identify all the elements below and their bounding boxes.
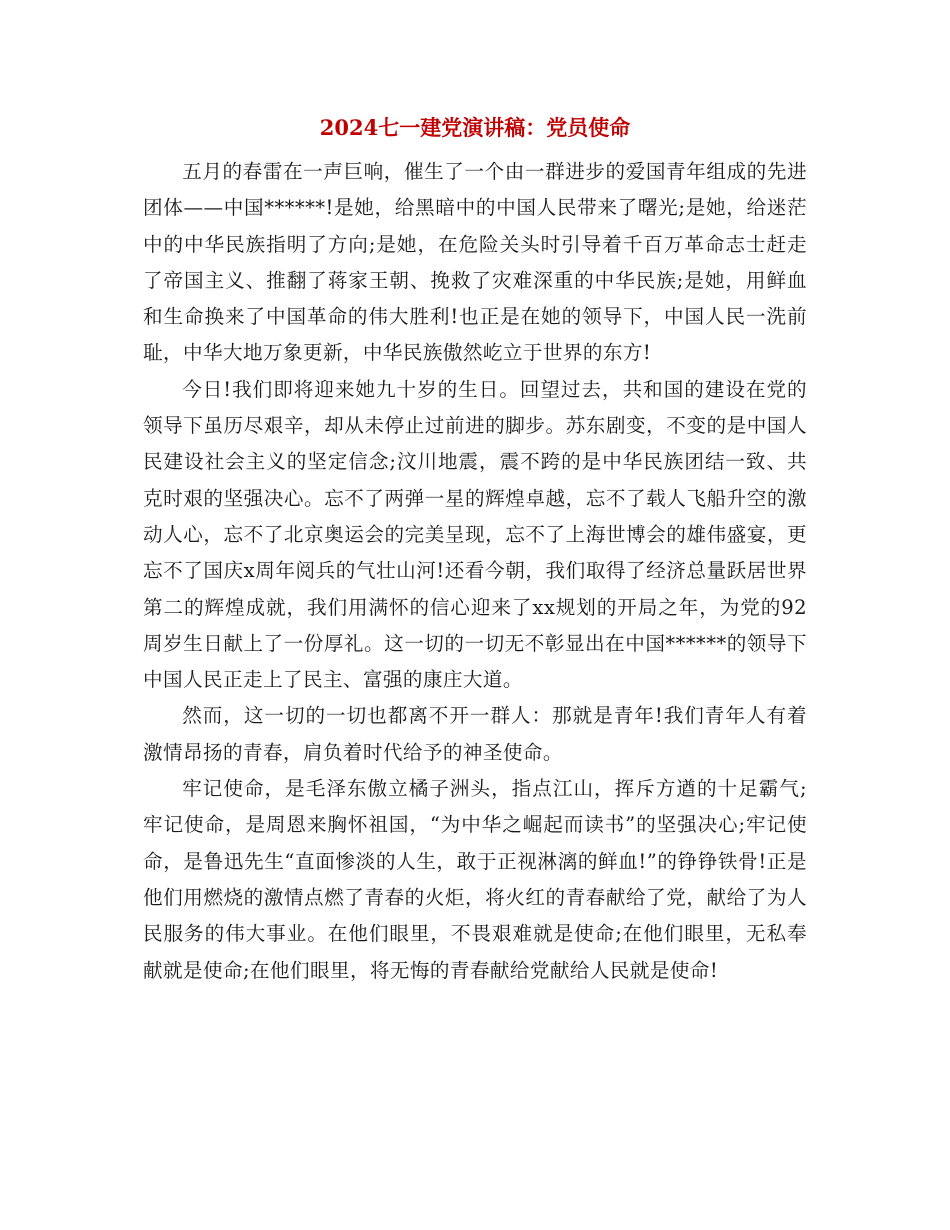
paragraph-2: 今日!我们即将迎来她九十岁的生日。回望过去，共和国的建设在党的领导下虽历尽艰辛，却从未停止过前进的脚步。苏东剧变，不变的是中国人民建设社会主义的坚定信念;汶川地震，震不跨的是中华民族团结一致、共克时艰的坚强决心。忘不了两弹一星的辉煌卓越，忘不了载人飞船升空的激动人心，忘不了北京奥运会的完美呈现，忘不了上海世博会的雄伟盛宴，更忘不了国庆x周年阅兵的气壮山河!还看今朝，我们取得了经济总量跃居世界第二的辉煌成就，我们用满怀的信心迎来了xx规划的开局之年，为党的92周岁生日献上了一份厚礼。这一切的一切无不彰显出在中国******的领导下中国人民正走上了民主、富强的康庄大道。 [143, 377, 807, 692]
paragraph-3: 然而，这一切的一切也都离不开一群人：那就是青年!我们青年人有着激情昂扬的青春，肩负着时代给予的神圣使命。 [143, 704, 807, 764]
paragraph-4: 牢记使命，是毛泽东傲立橘子洲头，指点江山，挥斥方遒的十足霸气;牢记使命，是周恩来胸怀祖国，“为中华之崛起而读书”的坚强决心;牢记使命，是鲁迅先生“直面惨淡的人生，敢于正视淋漓的鲜血!”的铮铮铁骨!正是他们用燃烧的激情点燃了青春的火炬，将火红的青春献给了党，献给了为人民服务的伟大事业。在他们眼里，不畏艰难就是使命;在他们眼里，无私奉献就是使命;在他们眼里，将无悔的青春献给党献给人民就是使命! [143, 777, 807, 982]
paragraph-1: 五月的春雷在一声巨响，催生了一个由一群进步的爱国青年组成的先进团体——中国******!是她，给黑暗中的中国人民带来了曙光;是她，给迷茫中的中华民族指明了方向;是她，在危险关头时引导着千百万革命志士赶走了帝国主义、推翻了蒋家王朝、挽救了灾难深重的中华民族;是她，用鲜血和生命换来了中国革命的伟大胜利!也正是在她的领导下，中国人民一洗前耻，中华大地万象更新，中华民族傲然屹立于世界的东方! [143, 160, 807, 365]
document-body [143, 154, 807, 989]
document-title: 2024七一建党演讲稿：党员使命 [319, 115, 631, 140]
